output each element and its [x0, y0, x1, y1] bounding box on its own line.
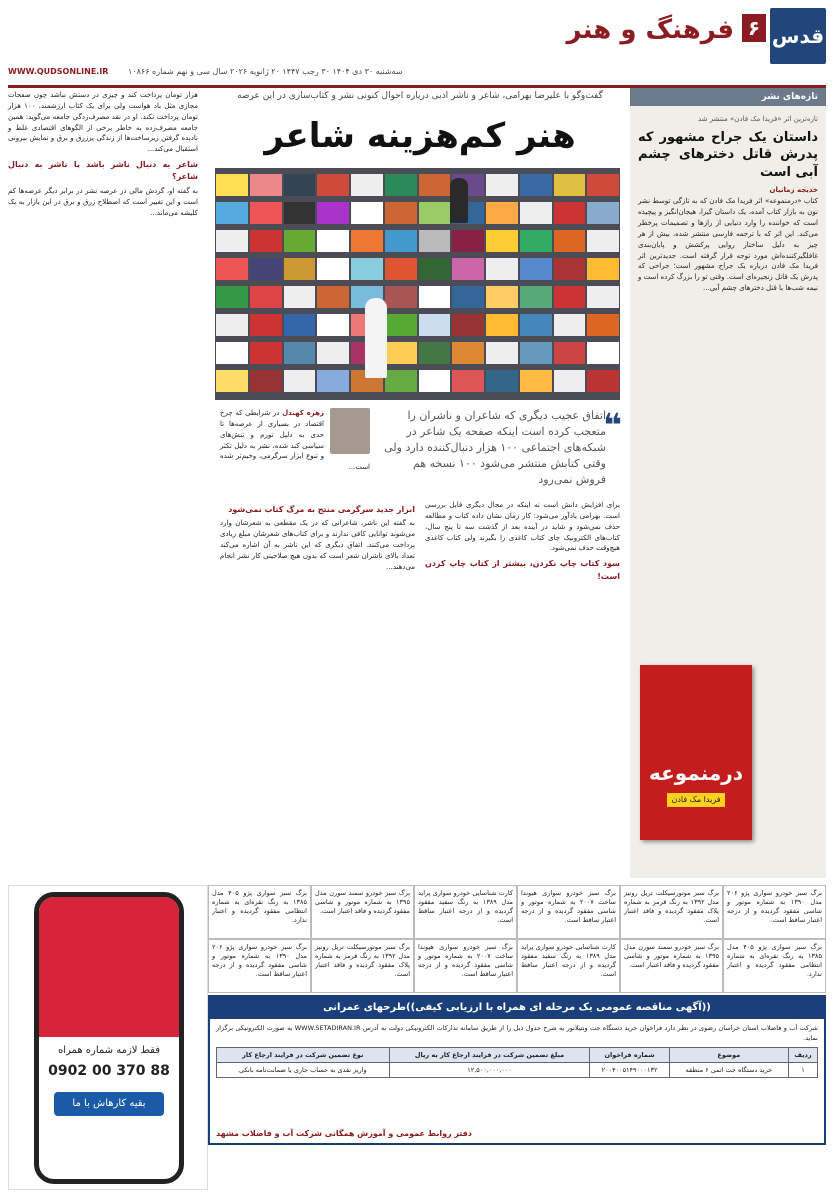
book-author: فریدا مک فادن — [667, 793, 724, 807]
tender-table — [216, 1047, 818, 1078]
article-headline[interactable]: هنر کم‌هزینه شاعر — [264, 116, 576, 156]
left-column-text-2: به گفته او، گردش مالی در عرصه نشر در برابر دیگر عرصه‌ها کم است و این تغییر است که اصطلاح زرق و برق در این بازار به یک کلیشه می‌ماند... — [8, 186, 198, 217]
tender-col-header: شماره فراخوان — [590, 1047, 669, 1062]
classified-ad: برگ سبز خودرو سواری هیوندا ساخت ۲۰۰۷ به شماره موتور و شاسی مفقود گردیده و از درجه اعتبار ساقط است. — [414, 939, 517, 993]
classified-ad: برگ سبز موتورسیکلت تریل رونیز مدل ۱۳۹۲ به رنگ قرمز به شماره پلاک مفقود گردیده و فاقد اعتبار است. — [620, 885, 723, 939]
classified-ad: کارت شناسایی خودرو سواری پراید مدل ۱۳۸۹ به رنگ سفید مفقود گردیده و از درجه اعتبار ساقط است. — [414, 885, 517, 939]
interviewee-portrait — [330, 408, 370, 454]
tender-cell: ۲۰۰۴۰۰۵۱۴۹۰۰۰۱۳۲ — [590, 1062, 669, 1077]
article-column-b — [425, 500, 620, 585]
book-title: درمنموعه — [648, 760, 744, 785]
tender-col-header: ردیف — [789, 1047, 818, 1062]
book-cover — [640, 665, 752, 840]
sidebar-body: کتاب «درمنموعه» اثر فریدا مک فادن که به تازگی توسط نشر نون به بازار کتاب آمده، یک داستان گیرا، هیجان‌انگیز و پیچیده است که خواننده را وارد دنیایی از رازها و تصمیمات پرخطر می‌کند. این اثر که با ترجمه فارسی منتشر شده، بیش از هر چیز به دلیل ساختار روایی پرکشش و پایان‌بندی غافلگیرکننده‌اش مورد توجه قرار گرفته است. جدیدترین اثر فریدا مک فادن درباره یک جراح مشهور است؛ جراحی که پدرش یک قاتل زنجیره‌ای است. وقتی تو را بزرگ کرده است و نیمه شب‌ها با قتل دختر‌های چشم آبی... — [638, 197, 818, 293]
tender-col-header: موضوع — [669, 1047, 788, 1062]
pull-quote-text: اتفاق عجیب دیگری که شاعران و ناشران را متعجب کرده است اینکه صفحه یک شاعر در شبکه‌های اجتماعی ۱۰۰ هزار دنبال‌کننده دارد ولی وقتی کتابش منتشر می‌شود ۱۰۰ نسخه هم فروش نمی‌رود — [384, 409, 606, 486]
sidebar-byline: خدیجه زمانیان — [769, 186, 818, 195]
pull-quote-area — [220, 408, 620, 488]
phone-frame — [34, 892, 184, 1184]
classified-ad: برگ سبز خودرو سواری هیوندا ساخت ۲۰۰۷ به شماره موتور و شاسی مفقود گردیده و از درجه اعتبار ساقط است. — [517, 885, 620, 939]
classified-ad: برگ سبز خودرو سمند سورن مدل ۱۳۹۵ به شماره موتور و شاسی مفقود گردیده و فاقد اعتبار است. — [311, 885, 414, 939]
column-a-text: به گفته این ناشر، شاعرانی که در یک مقطعی به شعرشان وارد می‌شوند توانایی کافی ندارند و برای کتاب‌های شعرشان مبلغ زیادی پرداخت می‌کنند. اتفاق دیگری که این ناشر به آن اشاره می‌کند تعداد بالای ناشران شعر است که بدون هیچ صلاحیتی کار نشر انجام می‌دهند... — [220, 519, 415, 571]
tender-notice — [208, 995, 826, 1145]
newspaper-logo[interactable]: قدس — [770, 8, 826, 64]
classified-ad: برگ سبز سواری پژو ۴۰۵ مدل ۱۳۸۵ به رنگ نقره‌ای به شماره انتظامی مفقود گردیده و اعتبار ندارد. — [723, 939, 826, 993]
classifieds-section — [8, 885, 826, 1190]
table-row — [217, 1062, 818, 1077]
classified-ad: برگ سبز خودرو سمند سورن مدل ۱۳۹۵ به شماره موتور و شاسی مفقود گردیده و فاقد اعتبار است. — [620, 939, 723, 993]
classified-ad: برگ سبز خودرو سواری پژو ۲۰۶ مدل ۱۳۹۰ به شماره موتور و شاسی مفقود گردیده و از درجه اعتبار ساقط است. — [723, 885, 826, 939]
visitor-figure — [365, 298, 387, 378]
section-title: فرهنگ و هنر — [566, 15, 734, 45]
tender-body: شرکت آب و فاضلاب استان خراسان رضوی در نظر دارد فراخوان خرید دستگاه جت ونتیلاتور به شرح جدول ذیل را از طریق سامانه تدارکات الکترونیکی دولت به آدرس WWW.SETADIRAN.IR به صورت الکترونیکی برگزار نماید. — [216, 1023, 819, 1042]
subhead-2: ابزار جدید سرگرمی منتج به مرگ کتاب نمی‌شود — [228, 505, 415, 514]
tender-col-header: نوع تضمین شرکت در فرایند ارجاع کار — [217, 1047, 390, 1062]
phone-ad-text: فقط لازمه شماره همراه — [58, 1045, 160, 1056]
classified-ad: کارت شناسایی خودرو سواری پراید مدل ۱۳۸۹ به رنگ سفید مفقود گردیده و از درجه اعتبار ساقط است. — [517, 939, 620, 993]
website-link[interactable]: WWW.QUDSONLINE.IR — [8, 67, 109, 76]
article-lead: گفت‌وگو با علیرضا بهرامی، شاعر و ناشر ادبی درباره احوال کنونی نشر و کتاب‌سازی در این عرصه — [237, 91, 603, 101]
classified-ad: برگ سبز خودرو سواری پژو ۲۰۶ مدل ۱۳۹۰ به شماره موتور و شاسی مفقود گردیده و از درجه اعتبار ساقط است. — [208, 939, 311, 993]
byline-column — [220, 408, 370, 473]
tender-cell: واریز نقدی به حساب جاری یا ضمانت‌نامه بانکی — [217, 1062, 390, 1077]
bookfair-photo — [215, 168, 620, 400]
phone-screen — [39, 897, 179, 1037]
classified-ad: برگ سبز موتورسیکلت تریل رونیز مدل ۱۳۹۲ به رنگ قرمز به شماره پلاک مفقود گردیده و فاقد اعتبار است. — [311, 939, 414, 993]
phone-number[interactable]: 0902 00 370 88 — [48, 1062, 170, 1079]
sidebar-new-publications — [630, 88, 826, 878]
left-column-text: هزار تومان پرداخت کند و چیزی در دستش نباشد چون صفحات مجازی مثل باد هواست ولی برای یک کتاب ارزشمند، ۱۰۰ هزار تومان پرداخت نکند. او در نقد مصرف‌زدگی جامعه می‌گوید: همین جامعه مصرف‌زده به خاطر برخی از الگوهای اقتصادی غلط و نادیده گرفتن زیرساخت‌ها از زندگی پرزرق و برق و نمایش بیرونی استقبال می‌کند... — [8, 91, 198, 154]
quote-mark-icon: ❝ — [603, 406, 622, 444]
sidebar-headline[interactable]: داستان یک جراح مشهور که پدرش قاتل دختر‌های چشم آبی است — [638, 129, 818, 180]
masthead — [8, 8, 826, 88]
classified-ad: برگ سبز سواری پژو ۴۰۵ مدل ۱۳۸۵ به رنگ نقره‌ای به شماره انتظامی مفقود گردیده و اعتبار ندارد. — [208, 885, 311, 939]
phone-ad-button[interactable]: بقیه کارهاش با ما — [54, 1092, 164, 1116]
dateline: سه‌شنبه ۳۰ دی ۱۴۰۴ ۳۰ رجب ۱۴۴۷ ۲۰ ژانویه ۲۰۲۶ سال سی و نهم شماره ۱۰۸۶۶ — [128, 67, 403, 76]
tender-footer: دفتر روابط عمومی و آموزش همگانی شرکت آب و فاضلاب مشهد — [216, 1128, 473, 1138]
article-column-a — [220, 500, 415, 585]
tender-title: ((آگهی مناقصه عمومی یک مرحله ای همراه با ارزیابی کیفی))طرحهای عمرانی — [210, 997, 824, 1019]
byline-body: در شرایطی که چرخ اقتصاد در بسیاری از عرصه‌ها تا حدی به دلیل تورم و تنش‌های سیاسی کند شده، نشر به دلیل تکثر و تنوع ابزار سرگرمی، وخیم‌تر شده است... — [220, 409, 370, 472]
tender-cell: خرید دستگاه جت اتمی ۶ منطقه — [669, 1062, 788, 1077]
classified-ads-grid — [208, 885, 826, 993]
article-byline: زهره کهندل — [282, 409, 324, 417]
phone-ad[interactable] — [8, 885, 208, 1190]
tender-cell: ۱ — [789, 1062, 818, 1077]
pull-quote — [380, 408, 620, 488]
left-column — [8, 90, 198, 218]
subhead-1: شاعر به دنبال ناشر باشد یا ناشر به دنبال شاعر؟ — [8, 160, 198, 182]
sidebar-header: تازه‌های نشر — [630, 88, 826, 106]
tender-cell: ۱۲,۵۰۰,۰۰۰,۰۰۰ — [389, 1062, 590, 1077]
subhead-3: سود کتاب چاپ نکردن، بیشتر از کتاب چاپ کردن است! — [425, 559, 620, 581]
tender-col-header: مبلغ تضمین شرکت در فرایند ارجاع کار به ریال — [389, 1047, 590, 1062]
column-b-text: برای افزایش دانش است نه اینکه در مجال دیگری قابل بررسی است. بهرامی یادآور می‌شود: کار زمان نشان داده کتاب و مطالعه حذف نمی‌شود و شاید در آینده بعد از گذشت سه تا پنج سال، کتاب‌های الکترونیک جای کتاب کاغذی را بگیرند ولی کتاب کاغذی هیچ‌وقت حذف نمی‌شود. — [425, 501, 620, 553]
article-columns — [220, 500, 620, 585]
page-number: ۶ — [742, 14, 766, 42]
sidebar-kicker: تازه‌ترین اثر «فریدا مک فادن» منتشر شد — [697, 115, 818, 123]
visitor-figure — [450, 178, 468, 223]
